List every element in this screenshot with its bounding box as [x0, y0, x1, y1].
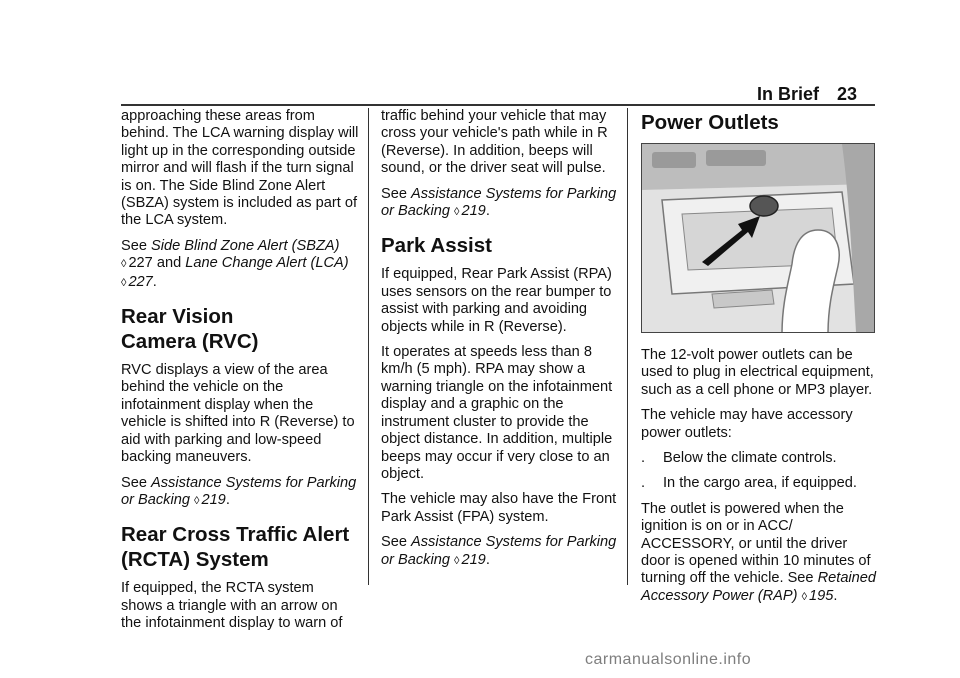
xref-icon: ◊	[801, 590, 808, 603]
outlet-icon	[750, 196, 778, 216]
column-divider-2	[627, 108, 628, 585]
power-outlets-paragraph-2: The vehicle may have accessory power outlets:	[641, 407, 853, 441]
xref-sbza[interactable]: Side Blind Zone Alert (SBZA)	[151, 237, 340, 254]
heading-park-assist: Park Assist	[381, 234, 492, 258]
column-3	[641, 108, 879, 614]
see-parking-paragraph: See Assistance Systems for Parking or Backing ◊ 219.	[381, 534, 617, 568]
xref-icon: ◊	[454, 206, 460, 219]
xref-rap[interactable]: Retained Accessory Power (RAP)	[641, 570, 877, 604]
see-parking-paragraph: See Assistance Systems for Parking or Backing ◊ 219.	[121, 474, 357, 508]
column-divider-1	[368, 108, 369, 585]
xref-icon: ◊	[121, 276, 127, 289]
heading-rvc: Rear Vision Camera (RVC)	[121, 305, 259, 354]
rcta-continued-paragraph: traffic behind your vehicle that may cross your vehicle's path while in R (Reverse). In addition, beeps will sound, or the driver seat will pulse.	[381, 108, 608, 177]
xref-parking[interactable]: Assistance Systems for Parking or Backing	[381, 534, 617, 568]
heading-power-outlets: Power Outlets	[641, 111, 779, 134]
power-outlets-paragraph-1: The 12-volt power outlets can be used to plug in electrical equipment, such as a cell phone or MP3 player.	[641, 347, 874, 398]
header-rule	[121, 104, 875, 106]
column-2	[381, 108, 619, 578]
xref-parking[interactable]: Assistance Systems for Parking or Backing	[121, 474, 357, 508]
park-assist-paragraph-2: It operates at speeds less than 8 km/h (5 mph). RPA may show a warning triangle on the infotainment display and a graphic on the instrument cluster to provide the object distance. In addition, multiple beeps may occur if very close to an object.	[381, 344, 613, 482]
xref-lca[interactable]: Lane Change Alert (LCA)	[185, 255, 349, 272]
power-outlet-illustration	[641, 143, 875, 333]
rvc-paragraph: RVC displays a view of the area behind the vehicle on the infotainment display when the vehicle is shifted into R (Reverse) to aid with parking and low-speed backing maneuvers.	[121, 362, 355, 466]
column-1	[121, 108, 359, 641]
park-assist-paragraph-3: The vehicle may also have the Front Park Assist (FPA) system.	[381, 491, 617, 525]
xref-parking[interactable]: Assistance Systems for Parking or Backing	[381, 185, 617, 220]
page-number: 23	[837, 84, 858, 104]
list-item: . In the cargo area, if equipped.	[641, 475, 857, 492]
xref-icon: ◊	[194, 494, 200, 507]
bullet-icon: .	[641, 450, 646, 467]
page-header	[757, 84, 857, 105]
park-assist-paragraph-1: If equipped, Rear Park Assist (RPA) uses sensors on the rear bumper to assist with parking and avoiding objects while in R (Reverse).	[381, 266, 612, 335]
see-sbza-paragraph: See Side Blind Zone Alert (SBZA) ◊ 227 and Lane Change Alert (LCA) ◊ 227.	[121, 237, 349, 290]
xref-icon: ◊	[454, 554, 460, 567]
bullet-icon: .	[641, 475, 646, 492]
section-title: In Brief	[757, 84, 820, 104]
rcta-paragraph: If equipped, the RCTA system shows a triangle with an arrow on the infotainment display to warn of	[121, 580, 343, 632]
console-illustration	[642, 144, 874, 332]
watermark: carmanualsonline.info	[585, 651, 752, 668]
heading-rcta: Rear Cross Traffic Alert (RCTA) System	[121, 523, 350, 572]
see-parking-paragraph: See Assistance Systems for Parking or Backing ◊ 219.	[381, 185, 617, 220]
xref-icon: ◊	[121, 258, 127, 271]
list-item: . Below the climate controls.	[641, 450, 837, 467]
lca-paragraph: approaching these areas from behind. The LCA warning display will light up in the corresponding outside mirror and will flash if the turn signal is on. The Side Blind Zone Alert (SBZA) system is included as part of the LCA system.	[121, 108, 359, 229]
power-outlets-paragraph-3: The outlet is powered when the ignition is on or in ACC/ ACCESSORY, or until the driver door is opened within 10 minutes of turning off the vehicle. See Retained Accessory Power (RAP) ◊ 195.	[641, 500, 877, 604]
